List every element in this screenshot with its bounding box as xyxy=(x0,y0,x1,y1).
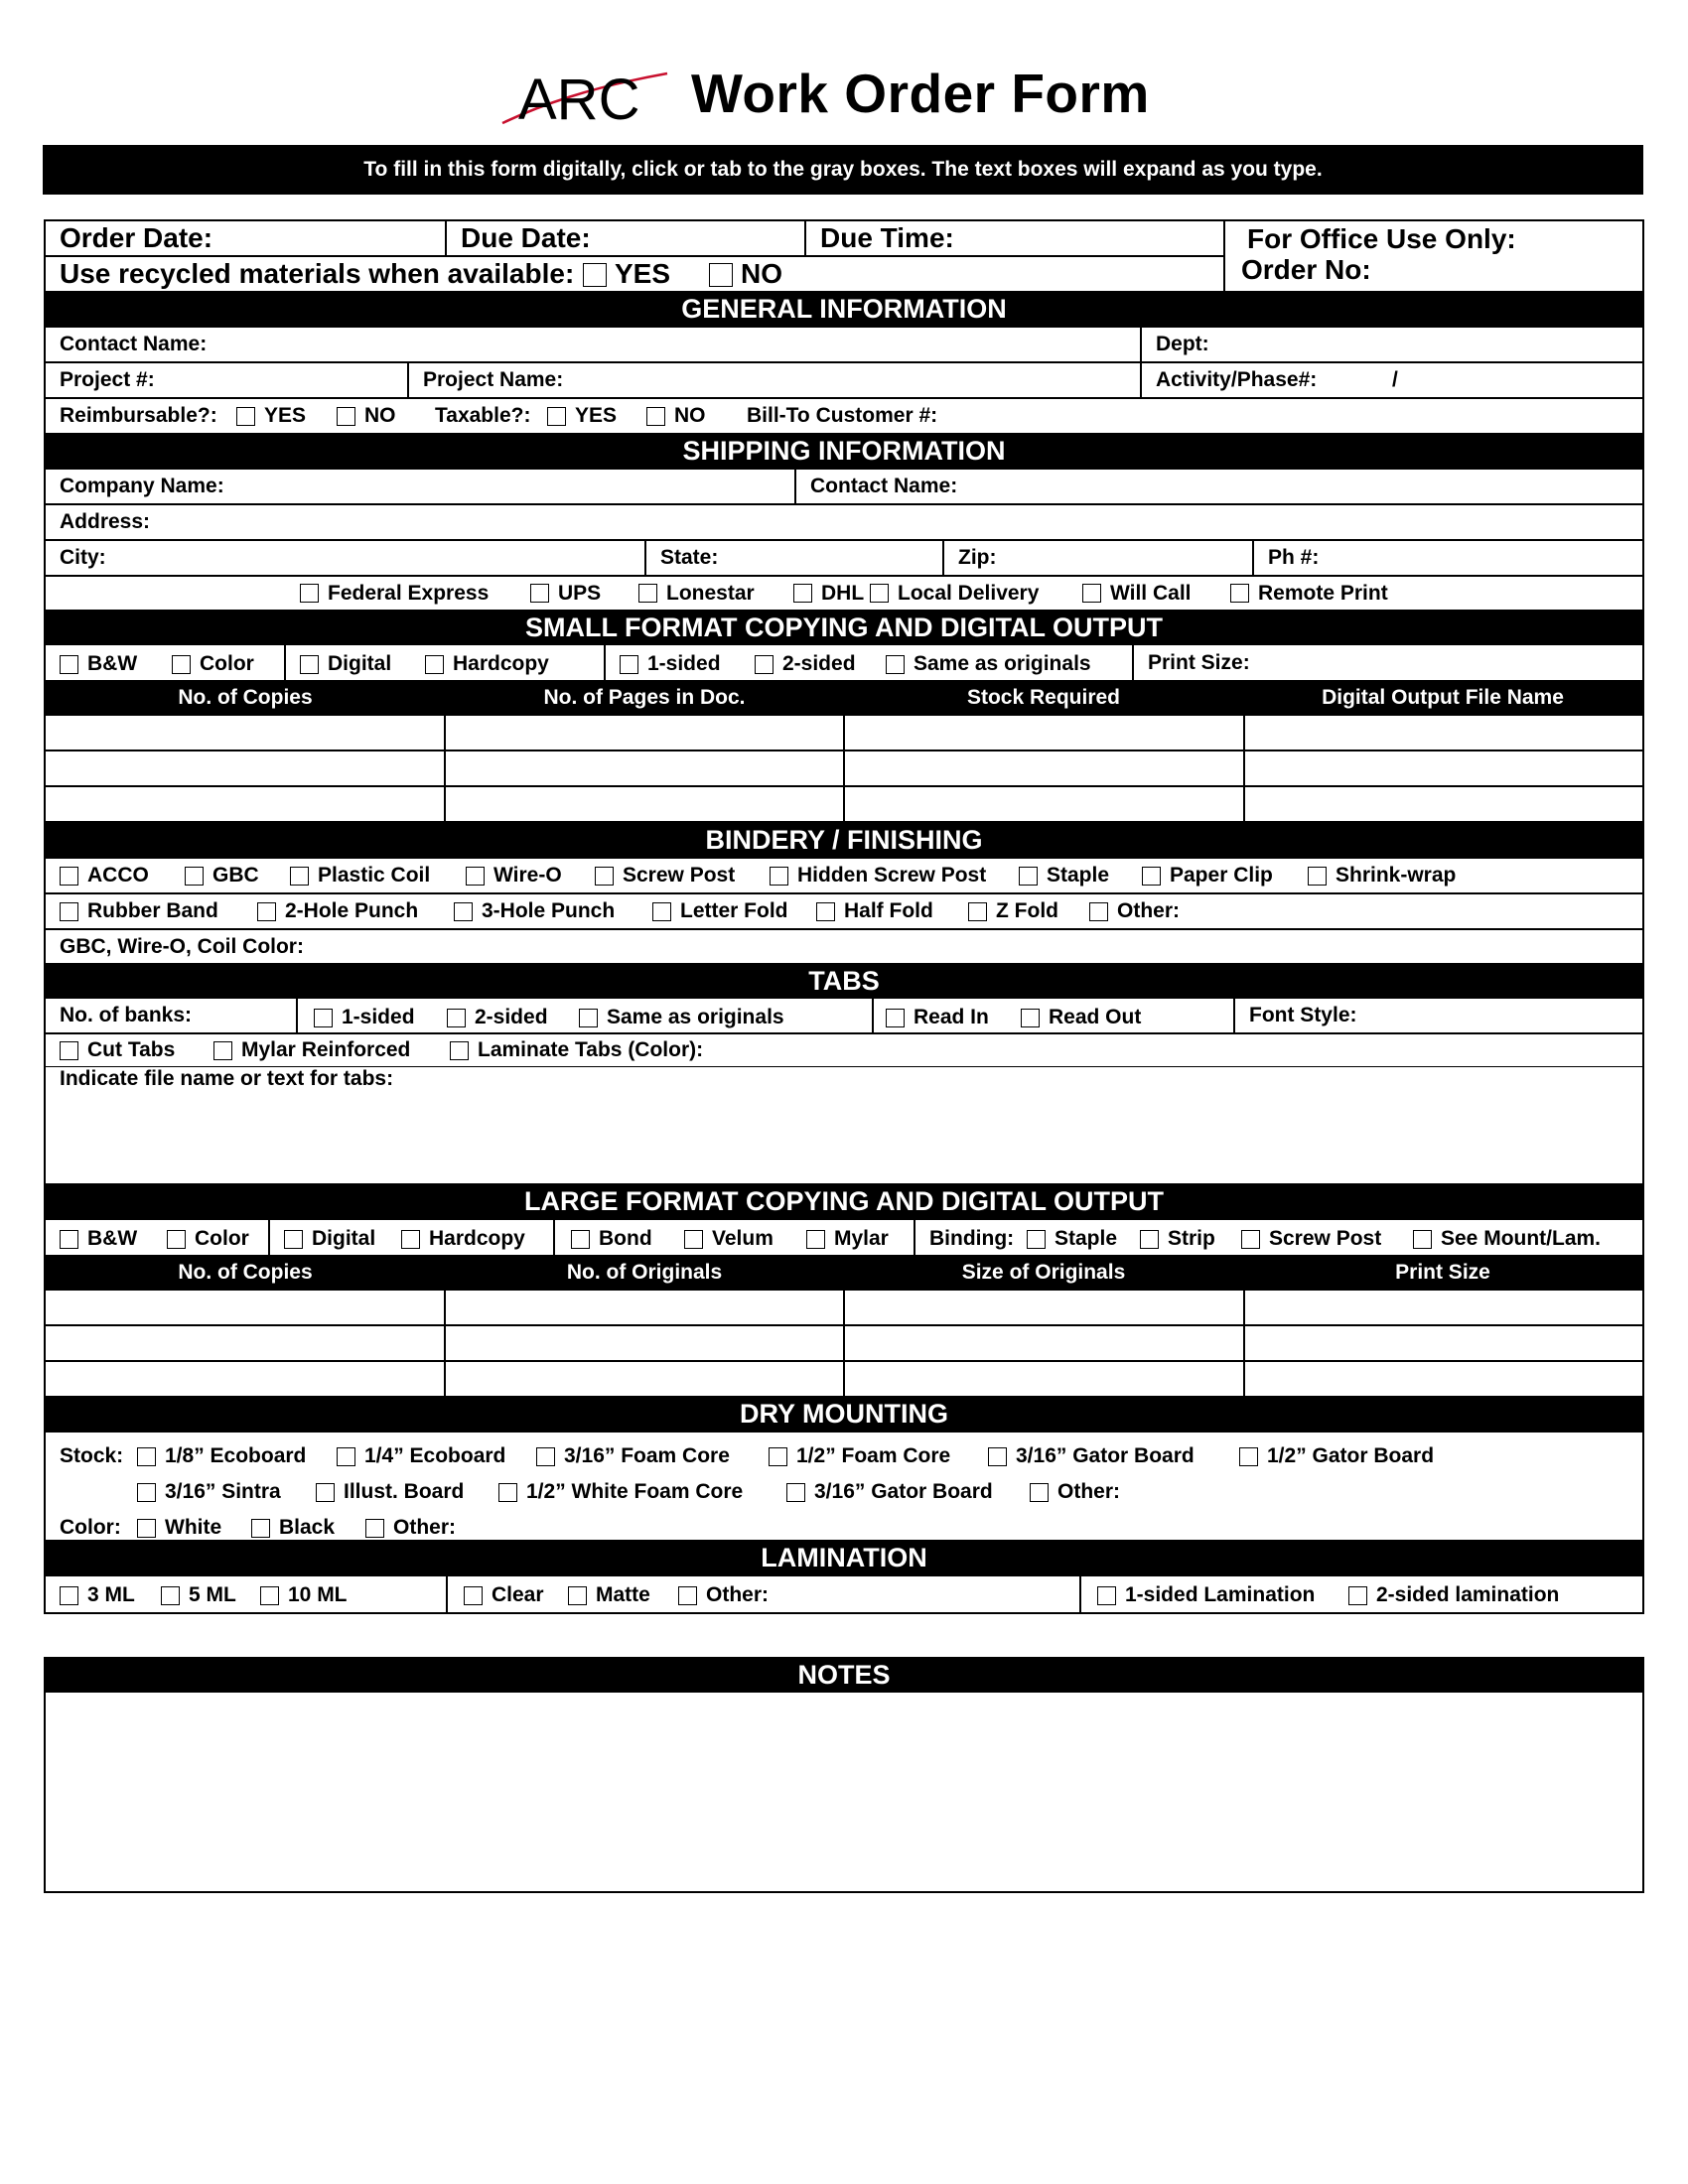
section-large-format: LARGE FORMAT COPYING AND DIGITAL OUTPUT xyxy=(46,1185,1642,1220)
address-field[interactable]: Address: xyxy=(60,510,151,533)
table-row[interactable] xyxy=(46,1362,1642,1398)
lamination-matte[interactable]: Matte xyxy=(568,1583,650,1607)
small-same-as-originals-option[interactable]: Same as originals xyxy=(886,652,1091,676)
checkbox[interactable] xyxy=(185,867,204,886)
arc-logo xyxy=(500,66,669,129)
bindery-2-hole-punch[interactable]: 2-Hole Punch xyxy=(257,899,418,923)
checkbox[interactable] xyxy=(137,1519,156,1538)
recycled-row: Use recycled materials when available: YES NO xyxy=(60,258,782,289)
binding-strip-option[interactable]: Strip xyxy=(1140,1227,1215,1251)
office-use-box: For Office Use Only: Order No: xyxy=(1223,221,1642,291)
lamination-10ml[interactable]: 10 ML xyxy=(260,1583,348,1607)
bill-to-field[interactable]: Bill-To Customer #: xyxy=(747,404,938,427)
carrier-row xyxy=(46,577,1642,612)
lamination-other[interactable]: Other: xyxy=(678,1583,769,1607)
small-print-size-field[interactable]: Print Size: xyxy=(1132,645,1642,680)
recycled-no[interactable]: NO xyxy=(709,258,782,290)
checkbox[interactable] xyxy=(1097,1586,1116,1605)
checkbox[interactable] xyxy=(786,1483,805,1502)
instructions-banner: To fill in this form digitally, click or tab to the gray boxes. The text boxes will expand as you type. xyxy=(43,145,1643,195)
table-cell[interactable] xyxy=(444,1326,844,1360)
table-cell[interactable] xyxy=(444,1362,844,1396)
checkbox[interactable] xyxy=(568,1586,587,1605)
state-field[interactable]: State: xyxy=(644,541,942,575)
reimbursable-yes[interactable]: YES xyxy=(236,404,306,428)
stock-1-2-foam-core[interactable]: 1/2” Foam Core xyxy=(769,1444,950,1468)
bindery-row-2 xyxy=(46,894,1642,930)
checkbox[interactable] xyxy=(793,584,812,603)
bindery-staple[interactable]: Staple xyxy=(1019,864,1109,887)
section-dry-mounting: DRY MOUNTING xyxy=(46,1398,1642,1433)
checkbox[interactable] xyxy=(1230,584,1249,603)
checkbox[interactable] xyxy=(579,1009,598,1027)
table-cell[interactable] xyxy=(843,1326,1243,1360)
bindery-gbc[interactable]: GBC xyxy=(185,864,259,887)
checkbox[interactable] xyxy=(1348,1586,1367,1605)
mount-color-white[interactable]: White xyxy=(137,1516,221,1540)
checkbox[interactable] xyxy=(769,1447,787,1466)
table-row[interactable] xyxy=(46,751,1642,787)
table-cell[interactable] xyxy=(1243,716,1643,750)
tabs-2-sided-option[interactable]: 2-sided xyxy=(447,1006,548,1029)
checkbox[interactable] xyxy=(886,655,905,674)
checkbox[interactable] xyxy=(260,1586,279,1605)
table-cell[interactable] xyxy=(46,787,444,821)
svg-text:ARC: ARC xyxy=(518,68,640,129)
bindery-screw-post[interactable]: Screw Post xyxy=(595,864,735,887)
table-cell[interactable] xyxy=(444,787,844,821)
checkbox[interactable] xyxy=(620,655,638,674)
checkbox[interactable] xyxy=(1082,584,1101,603)
checkbox[interactable] xyxy=(425,655,444,674)
checkbox[interactable] xyxy=(886,1009,905,1027)
stock-3-16-gator-board[interactable]: 3/16” Gator Board xyxy=(988,1444,1195,1468)
checkbox[interactable] xyxy=(365,1519,384,1538)
checkbox[interactable] xyxy=(652,902,671,921)
dry-mounting-options: Stock: 1/8” Ecoboard 1/4” Ecoboard 3/16” Foam Core 1/2” Foam Core 3/16” Gator Board 1/2” Gator Board 3/16” Sintra Illust. Board 1/2” White Foam Core 3/16” Gator Board Other: Color: White Black Other: xyxy=(46,1433,1642,1542)
tabs-options-row xyxy=(46,1034,1642,1066)
checkbox[interactable] xyxy=(251,1519,270,1538)
checkbox[interactable] xyxy=(284,1230,303,1249)
bindery-row-1 xyxy=(46,859,1642,894)
city-field[interactable]: City: xyxy=(60,546,106,569)
carrier-will-call[interactable]: Will Call xyxy=(1082,582,1192,606)
zip-field[interactable]: Zip: xyxy=(942,541,1252,575)
large-color-option[interactable]: Color xyxy=(167,1227,249,1251)
checkbox[interactable] xyxy=(454,902,473,921)
lamination-1-sided[interactable]: 1-sided Lamination xyxy=(1097,1583,1315,1607)
checkbox[interactable] xyxy=(498,1483,517,1502)
carrier-federal-express[interactable]: Federal Express xyxy=(300,582,489,606)
checkbox[interactable] xyxy=(257,902,276,921)
checkbox[interactable] xyxy=(60,867,78,886)
checkbox[interactable] xyxy=(314,1009,333,1027)
binding-see-mount-option[interactable]: See Mount/Lam. xyxy=(1413,1227,1601,1251)
checkbox[interactable] xyxy=(337,1447,355,1466)
small-bw-option[interactable]: B&W xyxy=(60,652,137,676)
project-number-field[interactable]: Project #: xyxy=(60,368,155,391)
notes-text-area[interactable] xyxy=(46,1693,1642,1891)
checkbox[interactable] xyxy=(638,584,657,603)
large-hardcopy-option[interactable]: Hardcopy xyxy=(401,1227,525,1251)
large-format-table-header: No. of Copies No. of Originals Size of Originals Print Size xyxy=(46,1257,1642,1291)
tabs-read-in-option[interactable]: Read In xyxy=(886,1006,989,1029)
checkbox[interactable] xyxy=(172,655,191,674)
order-date-field[interactable]: Order Date: xyxy=(60,222,213,253)
stock-1-2-gator-board[interactable]: 1/2” Gator Board xyxy=(1239,1444,1434,1468)
checkbox[interactable] xyxy=(547,407,566,426)
large-velum-option[interactable]: Velum xyxy=(684,1227,774,1251)
checkbox[interactable] xyxy=(213,1041,232,1060)
tabs-mylar-reinforced-option[interactable]: Mylar Reinforced xyxy=(213,1038,410,1062)
table-cell[interactable] xyxy=(444,1291,844,1324)
work-order-form: Order Date: Due Date: Due Time: Use recycled materials when available: YES NO For Office Use Only: Order No: GENERAL INFORMATION Contact Name: Dept: Project #: Project Name: Activity/Phase#: / Reimbursable?: YES NO Taxable?: YES NO Bill-To Customer #: SHIPPING INFORMATION Company Name: Contact Name: Address: City: State: Zip: Ph #: Federal Express UPS Lonestar DHL Local Delivery Will Call Remote Print SMALL FORMAT COPYING AND DIGITAL OUTPUT B&W Color Digital Hardcopy 1-sided 2-sided Same as originals Print Size: No. of Copies No. of Pages in Doc. Stock Required Digital Output File Name BINDERY / FINISHING ACCO GBC Plastic Coil Wire-O Screw Post Hidden Screw Post Staple Paper Clip Shrink-wrap Rubber Band 2-Hole Punch 3-Hole Punch Letter Fold Half Fold Z Fold Other: GBC, Wire-O, Coil Color: TABS No. of banks: 1-sided 2-sided Same as originals Read In Read Out Font Style: Cut Tabs Mylar Reinforced Laminate Tabs (Color): Indicate file name or text for tabs: LARGE FORMAT COPYING AND DIGITAL OUTPUT B&W Color Digital Hardcopy Bond Velum Mylar Binding: Staple Strip Screw Post See Mount/Lam. No. of Copies No. of Originals Size of Originals Print Size DRY MOUNTING Stock: 1/8” Ecoboard 1/4” Ecoboard 3/16” Foam Core 1/2” Foam Core 3/16” Gator Board 1/2” Gator Board 3/16” Sintra Illust. Board 1/2” White Foam Core 3/16” Gator Board Other: Color: White Black Other: LAMINATION 3 ML 5 ML 10 ML Clear Matte Other: 1-sided Lamination 2-sided lamination xyxy=(44,219,1644,1614)
checkbox[interactable] xyxy=(1142,867,1161,886)
lamination-5ml[interactable]: 5 ML xyxy=(161,1583,236,1607)
tabs-cut-tabs-option[interactable]: Cut Tabs xyxy=(60,1038,175,1062)
checkbox[interactable] xyxy=(1239,1447,1258,1466)
tabs-1-sided-option[interactable]: 1-sided xyxy=(314,1006,415,1029)
carrier-remote-print[interactable]: Remote Print xyxy=(1230,582,1388,606)
table-cell[interactable] xyxy=(843,716,1243,750)
phone-field[interactable]: Ph #: xyxy=(1252,541,1642,575)
table-row[interactable] xyxy=(46,716,1642,751)
stock-1-8-ecoboard[interactable]: 1/8” Ecoboard xyxy=(137,1444,306,1468)
checkbox[interactable] xyxy=(1140,1230,1159,1249)
small-2-sided-option[interactable]: 2-sided xyxy=(755,652,856,676)
shipping-contact-field[interactable]: Contact Name: xyxy=(794,470,1642,503)
table-row[interactable] xyxy=(46,1326,1642,1362)
stock-1-4-ecoboard[interactable]: 1/4” Ecoboard xyxy=(337,1444,505,1468)
small-1-sided-option[interactable]: 1-sided xyxy=(620,652,721,676)
due-date-field[interactable]: Due Date: xyxy=(445,221,804,255)
bindery-wire-o[interactable]: Wire-O xyxy=(466,864,562,887)
table-row[interactable] xyxy=(46,787,1642,823)
large-digital-option[interactable]: Digital xyxy=(284,1227,375,1251)
checkbox[interactable] xyxy=(337,407,355,426)
checkbox[interactable] xyxy=(684,1230,703,1249)
checkbox[interactable] xyxy=(870,584,889,603)
section-general-information: GENERAL INFORMATION xyxy=(46,293,1642,328)
large-bw-option[interactable]: B&W xyxy=(60,1227,137,1251)
bindery-half-fold[interactable]: Half Fold xyxy=(816,899,933,923)
binding-staple-option[interactable]: Staple xyxy=(1027,1227,1117,1251)
table-cell[interactable] xyxy=(46,1326,444,1360)
checkbox[interactable] xyxy=(1027,1230,1046,1249)
checkbox[interactable] xyxy=(137,1447,156,1466)
checkbox[interactable] xyxy=(1030,1483,1049,1502)
reimbursable-no[interactable]: NO xyxy=(337,404,396,428)
table-cell[interactable] xyxy=(843,1362,1243,1396)
bindery-hidden-screw-post[interactable]: Hidden Screw Post xyxy=(770,864,986,887)
checkbox[interactable] xyxy=(316,1483,335,1502)
checkbox[interactable] xyxy=(450,1041,469,1060)
table-cell[interactable] xyxy=(1243,1326,1643,1360)
checkbox[interactable] xyxy=(1308,867,1327,886)
section-shipping-information: SHIPPING INFORMATION xyxy=(46,435,1642,470)
bindery-letter-fold[interactable]: Letter Fold xyxy=(652,899,788,923)
small-format-table-header: No. of Copies No. of Pages in Doc. Stock Required Digital Output File Name xyxy=(46,682,1642,716)
lamination-2-sided[interactable]: 2-sided lamination xyxy=(1348,1583,1559,1607)
stock-3-16-foam-core[interactable]: 3/16” Foam Core xyxy=(536,1444,730,1468)
bindery-plastic-coil[interactable]: Plastic Coil xyxy=(290,864,430,887)
table-cell[interactable] xyxy=(46,1362,444,1396)
small-digital-option[interactable]: Digital xyxy=(300,652,391,676)
checkbox[interactable] xyxy=(447,1009,466,1027)
bindery-rubber-band[interactable]: Rubber Band xyxy=(60,899,218,923)
checkbox[interactable] xyxy=(1021,1009,1040,1027)
bindery-shrink-wrap[interactable]: Shrink-wrap xyxy=(1308,864,1456,887)
checkbox[interactable] xyxy=(755,655,774,674)
stock-illust-board[interactable]: Illust. Board xyxy=(316,1480,464,1504)
bindery-other[interactable]: Other: xyxy=(1089,899,1180,923)
order-no-field[interactable]: Order No: xyxy=(1241,254,1371,285)
stock-other[interactable]: Other: xyxy=(1030,1480,1120,1504)
checkbox[interactable] xyxy=(678,1586,697,1605)
checkbox[interactable] xyxy=(1019,867,1038,886)
taxable-no[interactable]: NO xyxy=(646,404,706,428)
dept-field[interactable]: Dept: xyxy=(1140,328,1642,361)
form-header xyxy=(0,60,1688,129)
small-hardcopy-option[interactable]: Hardcopy xyxy=(425,652,549,676)
checkbox[interactable] xyxy=(571,1230,590,1249)
table-row[interactable] xyxy=(46,1291,1642,1326)
checkbox[interactable] xyxy=(709,263,733,287)
font-style-field[interactable]: Font Style: xyxy=(1233,999,1642,1032)
section-notes: NOTES xyxy=(46,1659,1642,1693)
stock-3-16-sintra[interactable]: 3/16” Sintra xyxy=(137,1480,281,1504)
tabs-same-as-originals-option[interactable]: Same as originals xyxy=(579,1006,784,1029)
table-cell[interactable] xyxy=(843,751,1243,785)
stock-3-16-gator-board-2[interactable]: 3/16” Gator Board xyxy=(786,1480,993,1504)
section-small-format: SMALL FORMAT COPYING AND DIGITAL OUTPUT xyxy=(46,612,1642,645)
mount-color-black[interactable]: Black xyxy=(251,1516,335,1540)
binding-screw-post-option[interactable]: Screw Post xyxy=(1241,1227,1381,1251)
checkbox[interactable] xyxy=(464,1586,483,1605)
carrier-ups[interactable]: UPS xyxy=(530,582,601,606)
page-title: Work Order Form xyxy=(691,63,1150,124)
checkbox[interactable] xyxy=(968,902,987,921)
checkbox[interactable] xyxy=(60,1041,78,1060)
bindery-paper-clip[interactable]: Paper Clip xyxy=(1142,864,1273,887)
checkbox[interactable] xyxy=(816,902,835,921)
section-tabs: TABS xyxy=(46,965,1642,999)
table-cell[interactable] xyxy=(1243,1362,1643,1396)
checkbox[interactable] xyxy=(290,867,309,886)
large-mylar-option[interactable]: Mylar xyxy=(806,1227,889,1251)
checkbox[interactable] xyxy=(167,1230,186,1249)
checkbox[interactable] xyxy=(536,1447,555,1466)
bindery-acco[interactable]: ACCO xyxy=(60,864,149,887)
company-name-field[interactable]: Company Name: xyxy=(60,475,224,497)
checkbox[interactable] xyxy=(806,1230,825,1249)
checkbox[interactable] xyxy=(1413,1230,1432,1249)
no-of-banks-field[interactable]: No. of banks: xyxy=(60,1004,193,1026)
bindery-3-hole-punch[interactable]: 3-Hole Punch xyxy=(454,899,615,923)
checkbox[interactable] xyxy=(300,584,319,603)
checkbox[interactable] xyxy=(1089,902,1108,921)
checkbox[interactable] xyxy=(401,1230,420,1249)
checkbox[interactable] xyxy=(770,867,788,886)
table-cell[interactable] xyxy=(1243,1291,1643,1324)
table-cell[interactable] xyxy=(444,751,844,785)
table-cell[interactable] xyxy=(843,1291,1243,1324)
table-cell[interactable] xyxy=(843,787,1243,821)
notes-box xyxy=(44,1657,1644,1893)
activity-phase-field[interactable]: Activity/Phase#: / xyxy=(1140,363,1642,397)
taxable-yes[interactable]: YES xyxy=(547,404,617,428)
checkbox[interactable] xyxy=(466,867,485,886)
carrier-dhl[interactable]: DHL xyxy=(793,582,864,606)
checkbox[interactable] xyxy=(583,263,607,287)
recycled-yes[interactable]: YES xyxy=(583,258,670,290)
checkbox[interactable] xyxy=(60,1586,78,1605)
table-cell[interactable] xyxy=(1243,751,1643,785)
table-cell[interactable] xyxy=(444,716,844,750)
checkbox[interactable] xyxy=(300,655,319,674)
table-cell[interactable] xyxy=(46,1291,444,1324)
checkbox[interactable] xyxy=(1241,1230,1260,1249)
checkbox[interactable] xyxy=(137,1483,156,1502)
bindery-z-fold[interactable]: Z Fold xyxy=(968,899,1058,923)
table-cell[interactable] xyxy=(46,751,444,785)
due-time-field[interactable]: Due Time: xyxy=(804,221,1223,255)
mount-color-other[interactable]: Other: xyxy=(365,1516,456,1540)
checkbox[interactable] xyxy=(60,902,78,921)
carrier-local-delivery[interactable]: Local Delivery xyxy=(870,582,1039,606)
bindery-color-field[interactable]: GBC, Wire-O, Coil Color: xyxy=(60,934,304,958)
project-name-field[interactable]: Project Name: xyxy=(407,363,1140,397)
lamination-clear[interactable]: Clear xyxy=(464,1583,544,1607)
tabs-text-area[interactable]: Indicate file name or text for tabs: xyxy=(46,1066,1642,1185)
section-bindery-finishing: BINDERY / FINISHING xyxy=(46,823,1642,859)
section-lamination: LAMINATION xyxy=(46,1542,1642,1576)
checkbox[interactable] xyxy=(60,1230,78,1249)
checkbox[interactable] xyxy=(530,584,549,603)
carrier-lonestar[interactable]: Lonestar xyxy=(638,582,755,606)
checkbox[interactable] xyxy=(646,407,665,426)
lamination-3ml[interactable]: 3 ML xyxy=(60,1583,135,1607)
tabs-read-out-option[interactable]: Read Out xyxy=(1021,1006,1141,1029)
checkbox[interactable] xyxy=(161,1586,180,1605)
checkbox[interactable] xyxy=(595,867,614,886)
checkbox[interactable] xyxy=(236,407,255,426)
contact-name-field[interactable]: Contact Name: xyxy=(60,333,208,355)
tabs-laminate-tabs-option[interactable]: Laminate Tabs (Color): xyxy=(450,1038,703,1062)
table-cell[interactable] xyxy=(46,716,444,750)
checkbox[interactable] xyxy=(988,1447,1007,1466)
billing-row: Reimbursable?: YES NO Taxable?: YES NO Bill-To Customer #: xyxy=(46,399,1642,435)
table-cell[interactable] xyxy=(1243,787,1643,821)
small-color-option[interactable]: Color xyxy=(172,652,254,676)
large-bond-option[interactable]: Bond xyxy=(571,1227,652,1251)
checkbox[interactable] xyxy=(60,655,78,674)
stock-1-2-white-foam-core[interactable]: 1/2” White Foam Core xyxy=(498,1480,743,1504)
